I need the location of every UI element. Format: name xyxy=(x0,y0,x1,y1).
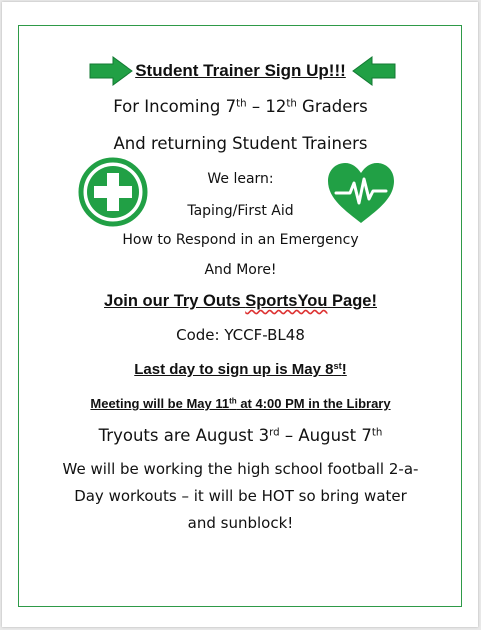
workouts-line-1: We will be working the high school football 2-a- xyxy=(62,460,419,478)
superscript: th xyxy=(229,396,237,406)
superscript: rd xyxy=(269,427,280,439)
last-day-line xyxy=(0,361,481,378)
join-text: Page! xyxy=(327,292,377,310)
document-page xyxy=(2,2,478,627)
workouts-line-3: and sunblock! xyxy=(187,514,294,532)
sportsyou-word: SportsYou xyxy=(245,292,328,310)
superscript: th xyxy=(236,98,247,110)
meeting-line xyxy=(0,396,481,411)
join-text: Join our Try Outs xyxy=(104,292,246,310)
returning-line: And returning Student Trainers xyxy=(113,134,368,153)
meeting-text: Meeting will be May 11 xyxy=(90,396,230,411)
incoming-text: For Incoming 7 xyxy=(113,97,237,116)
incoming-text: – 12 xyxy=(246,97,287,116)
we-learn-line: We learn: xyxy=(207,171,274,187)
incoming-text: Graders xyxy=(296,97,368,116)
flyer-title: Student Trainer Sign Up!!! xyxy=(135,61,346,80)
superscript: th xyxy=(371,427,383,439)
last-day-text: ! xyxy=(341,361,347,378)
workouts-line-2: Day workouts – it will be HOT so bring water xyxy=(74,487,407,505)
join-line xyxy=(0,292,481,311)
tryouts-text: – August 7 xyxy=(279,426,372,445)
superscript: th xyxy=(286,98,297,110)
tryouts-line xyxy=(0,426,481,445)
meeting-text: at 4:00 PM in the Library xyxy=(236,396,391,411)
tryouts-text: Tryouts are August 3 xyxy=(98,426,270,445)
code-line: Code: YCCF-BL48 xyxy=(176,326,305,344)
last-day-text: Last day to sign up is May 8 xyxy=(134,361,334,378)
and-more-line: And More! xyxy=(204,262,277,278)
respond-line: How to Respond in an Emergency xyxy=(122,232,359,248)
taping-line: Taping/First Aid xyxy=(187,203,294,219)
incoming-grades-line xyxy=(0,97,481,116)
superscript: st xyxy=(333,360,342,371)
